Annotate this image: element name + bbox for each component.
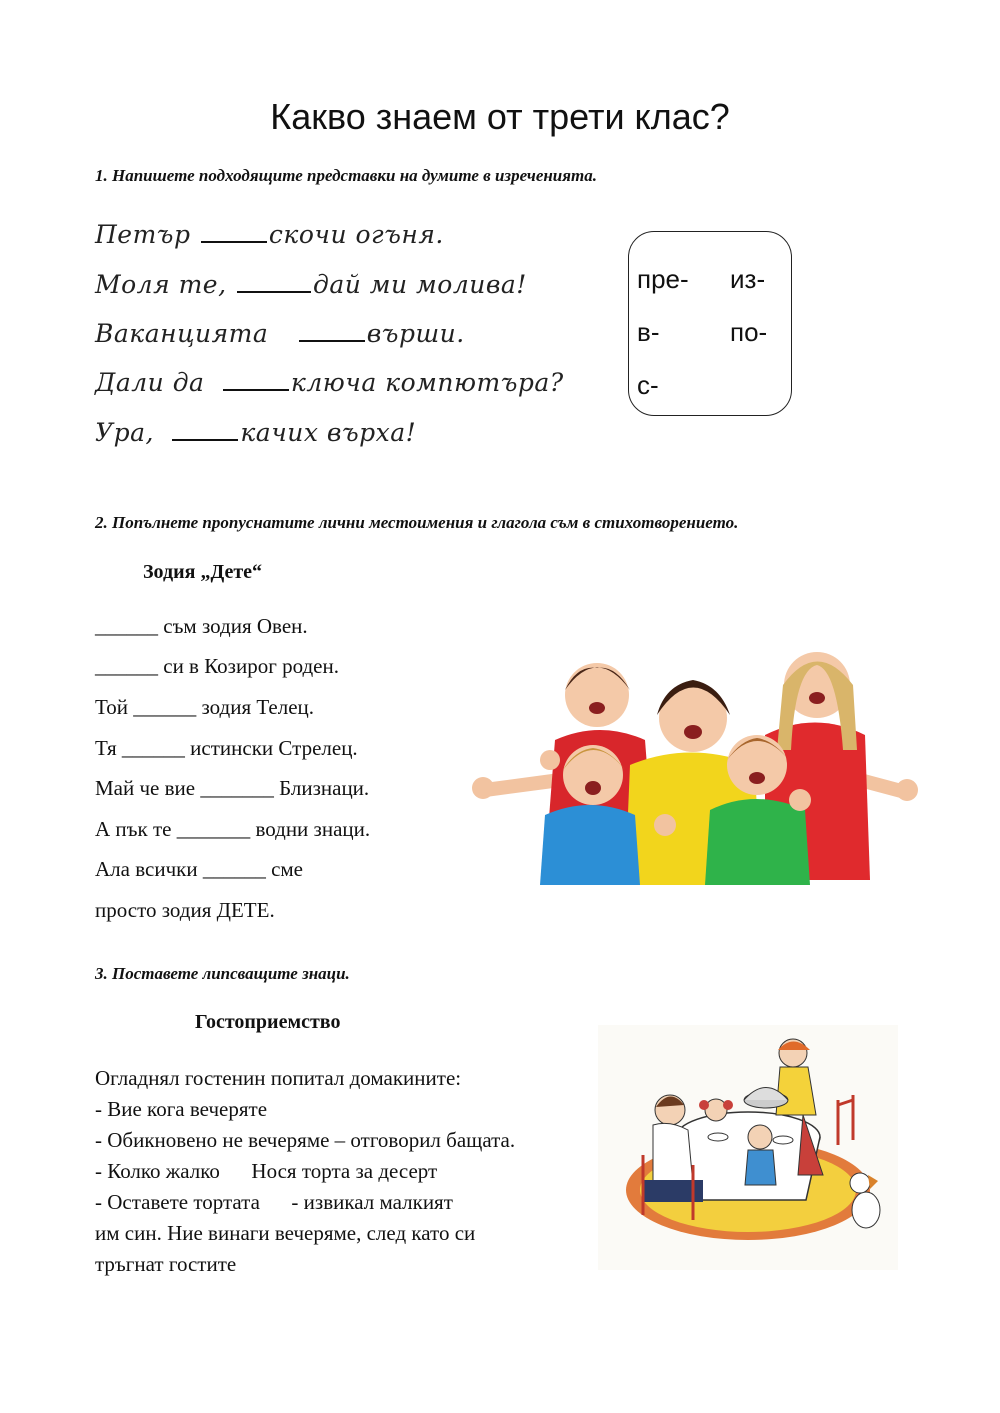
blank-1[interactable]: [201, 221, 267, 243]
poem-line-1: ______ съм зодия Овен.: [95, 614, 308, 638]
story-line-5: - Оставете тортата - извикал малкият: [95, 1190, 453, 1214]
poem-line-3: Той ______ зодия Телец.: [95, 695, 315, 719]
story-line-7: тръгнат гостите: [95, 1252, 237, 1276]
blank-4[interactable]: [223, 369, 289, 391]
prefix-pre: пре-: [637, 264, 689, 294]
poem-line-2: ______ си в Козирог роден.: [95, 654, 339, 678]
poem-line-5: Май че вие _______ Близнаци.: [95, 776, 370, 800]
poem-line-6: А пък те _______ водни знаци.: [95, 817, 371, 841]
sentence-2: Моля те, дай ми молива!: [95, 270, 527, 299]
story-line-1: Огладнял гостенин попитал домакините:: [95, 1066, 462, 1090]
sentence-4: Дали да ключа компютъра?: [95, 368, 564, 397]
poem-title: Зодия „Дете“: [143, 561, 263, 583]
prefix-v: в-: [637, 317, 660, 347]
blank-3[interactable]: [299, 320, 365, 342]
dinner-illustration: [598, 1025, 898, 1270]
blank-2[interactable]: [237, 271, 311, 293]
task1-instruction: 1. Напишете подходящите представки на думите в изреченията.: [95, 166, 597, 185]
prefix-iz: из-: [730, 264, 766, 294]
story-line-6: им син. Ние винаги вечеряме, след като си: [95, 1221, 476, 1245]
page-title: Какво знаем от трети клас?: [270, 96, 730, 137]
poem-line-7: Ала всички ______ сме: [95, 857, 304, 881]
task3-instruction: 3. Поставете липсващите знаци.: [95, 964, 350, 983]
sentence-5: Ура, качих върха!: [95, 418, 417, 447]
blank-5[interactable]: [172, 419, 238, 441]
poem-line-8: просто зодия ДЕТЕ.: [95, 898, 275, 922]
children-photo: [465, 640, 920, 885]
prefix-s: с-: [637, 370, 659, 400]
prefix-po: по-: [730, 317, 768, 347]
story-line-3: - Обикновено не вечеряме – отговорил бащата.: [95, 1128, 516, 1152]
task2-instruction: 2. Попълнете пропуснатите лични местоимения и глагола съм в стихотворението.: [95, 513, 739, 532]
story-line-4: - Колко жалко Нося торта за десерт: [95, 1159, 438, 1183]
story-title: Гостоприемство: [195, 1011, 341, 1033]
poem-line-4: Тя ______ истински Стрелец.: [95, 736, 358, 760]
story-line-2: - Вие кога вечеряте: [95, 1097, 268, 1121]
sentence-1: Петър скочи огъня.: [95, 220, 444, 249]
sentence-3: Ваканцията върши.: [95, 319, 465, 348]
